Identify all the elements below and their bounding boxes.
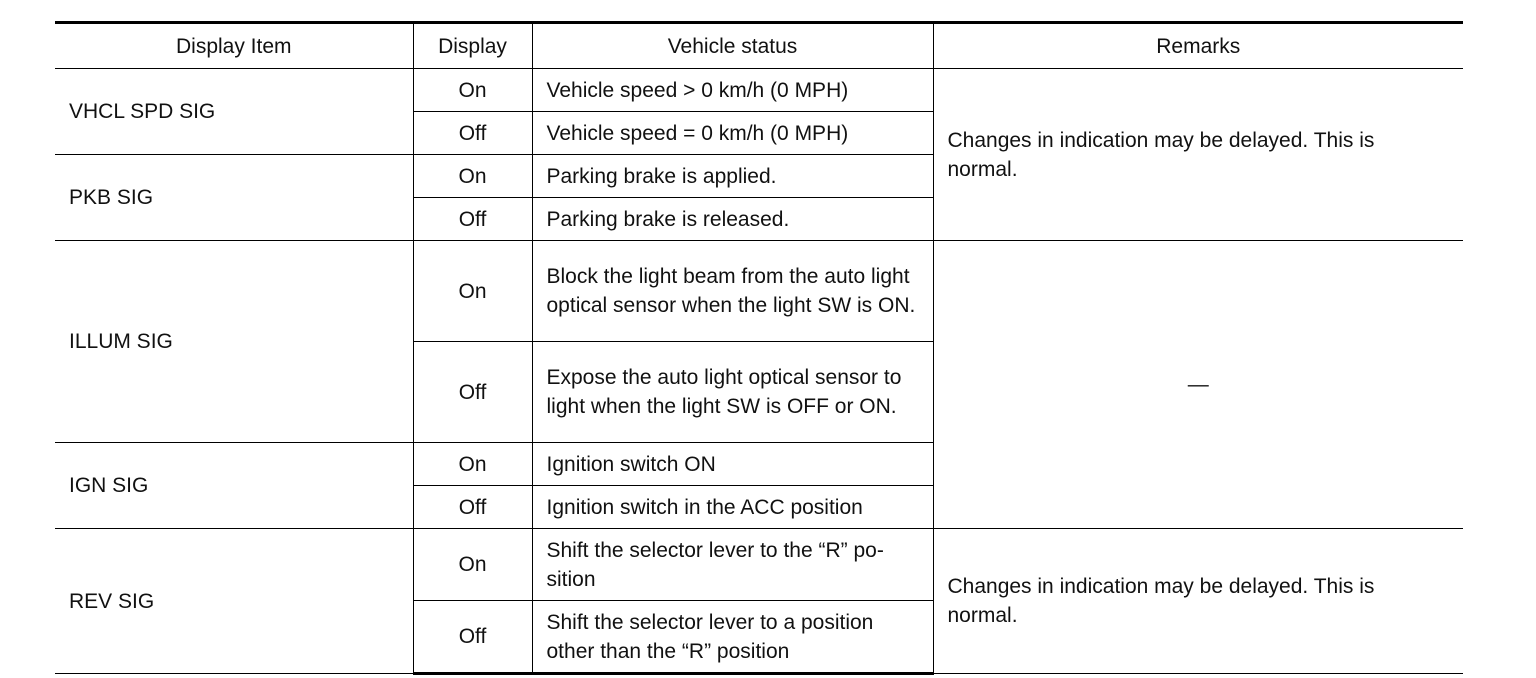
vehicle-status: Parking brake is released. (532, 198, 933, 241)
item-rev-sig: REV SIG (55, 529, 413, 674)
header-display-item: Display Item (55, 23, 413, 69)
vehicle-status: Block the light beam from the auto light optical sensor when the light SW is ON. (532, 241, 933, 342)
display-value: Off (413, 601, 532, 674)
item-pkb-sig: PKB SIG (55, 155, 413, 241)
table-header-row (55, 23, 1463, 69)
vehicle-status: Vehicle speed > 0 km/h (0 MPH) (532, 69, 933, 112)
signal-display-table (55, 21, 1463, 675)
remark-delayed: Changes in indication may be delayed. This is normal. (933, 69, 1463, 241)
header-vehicle-status: Vehicle status (532, 23, 933, 69)
vehicle-status: Vehicle speed = 0 km/h (0 MPH) (532, 112, 933, 155)
display-value: Off (413, 112, 532, 155)
display-value: On (413, 155, 532, 198)
remark-delayed: Changes in indication may be delayed. This is normal. (933, 529, 1463, 674)
vehicle-status: Ignition switch ON (532, 443, 933, 486)
header-remarks: Remarks (933, 23, 1463, 69)
display-value: Off (413, 342, 532, 443)
vehicle-status: Expose the auto light optical sensor to light when the light SW is OFF or ON. (532, 342, 933, 443)
item-vhcl-spd-sig: VHCL SPD SIG (55, 69, 413, 155)
vehicle-status: Shift the selector lever to the “R” po-sition (532, 529, 933, 601)
vehicle-status: Shift the selector lever to a position other than the “R” position (532, 601, 933, 674)
remark-dash: — (933, 241, 1463, 529)
display-value: On (413, 241, 532, 342)
table-row (55, 241, 1463, 342)
item-ign-sig: IGN SIG (55, 443, 413, 529)
vehicle-status: Parking brake is applied. (532, 155, 933, 198)
table-row (55, 529, 1463, 601)
header-display: Display (413, 23, 532, 69)
display-value: Off (413, 486, 532, 529)
item-illum-sig: ILLUM SIG (55, 241, 413, 443)
display-value: On (413, 529, 532, 601)
vehicle-status: Ignition switch in the ACC position (532, 486, 933, 529)
display-value: On (413, 443, 532, 486)
display-value: Off (413, 198, 532, 241)
table-row (55, 69, 1463, 112)
display-value: On (413, 69, 532, 112)
